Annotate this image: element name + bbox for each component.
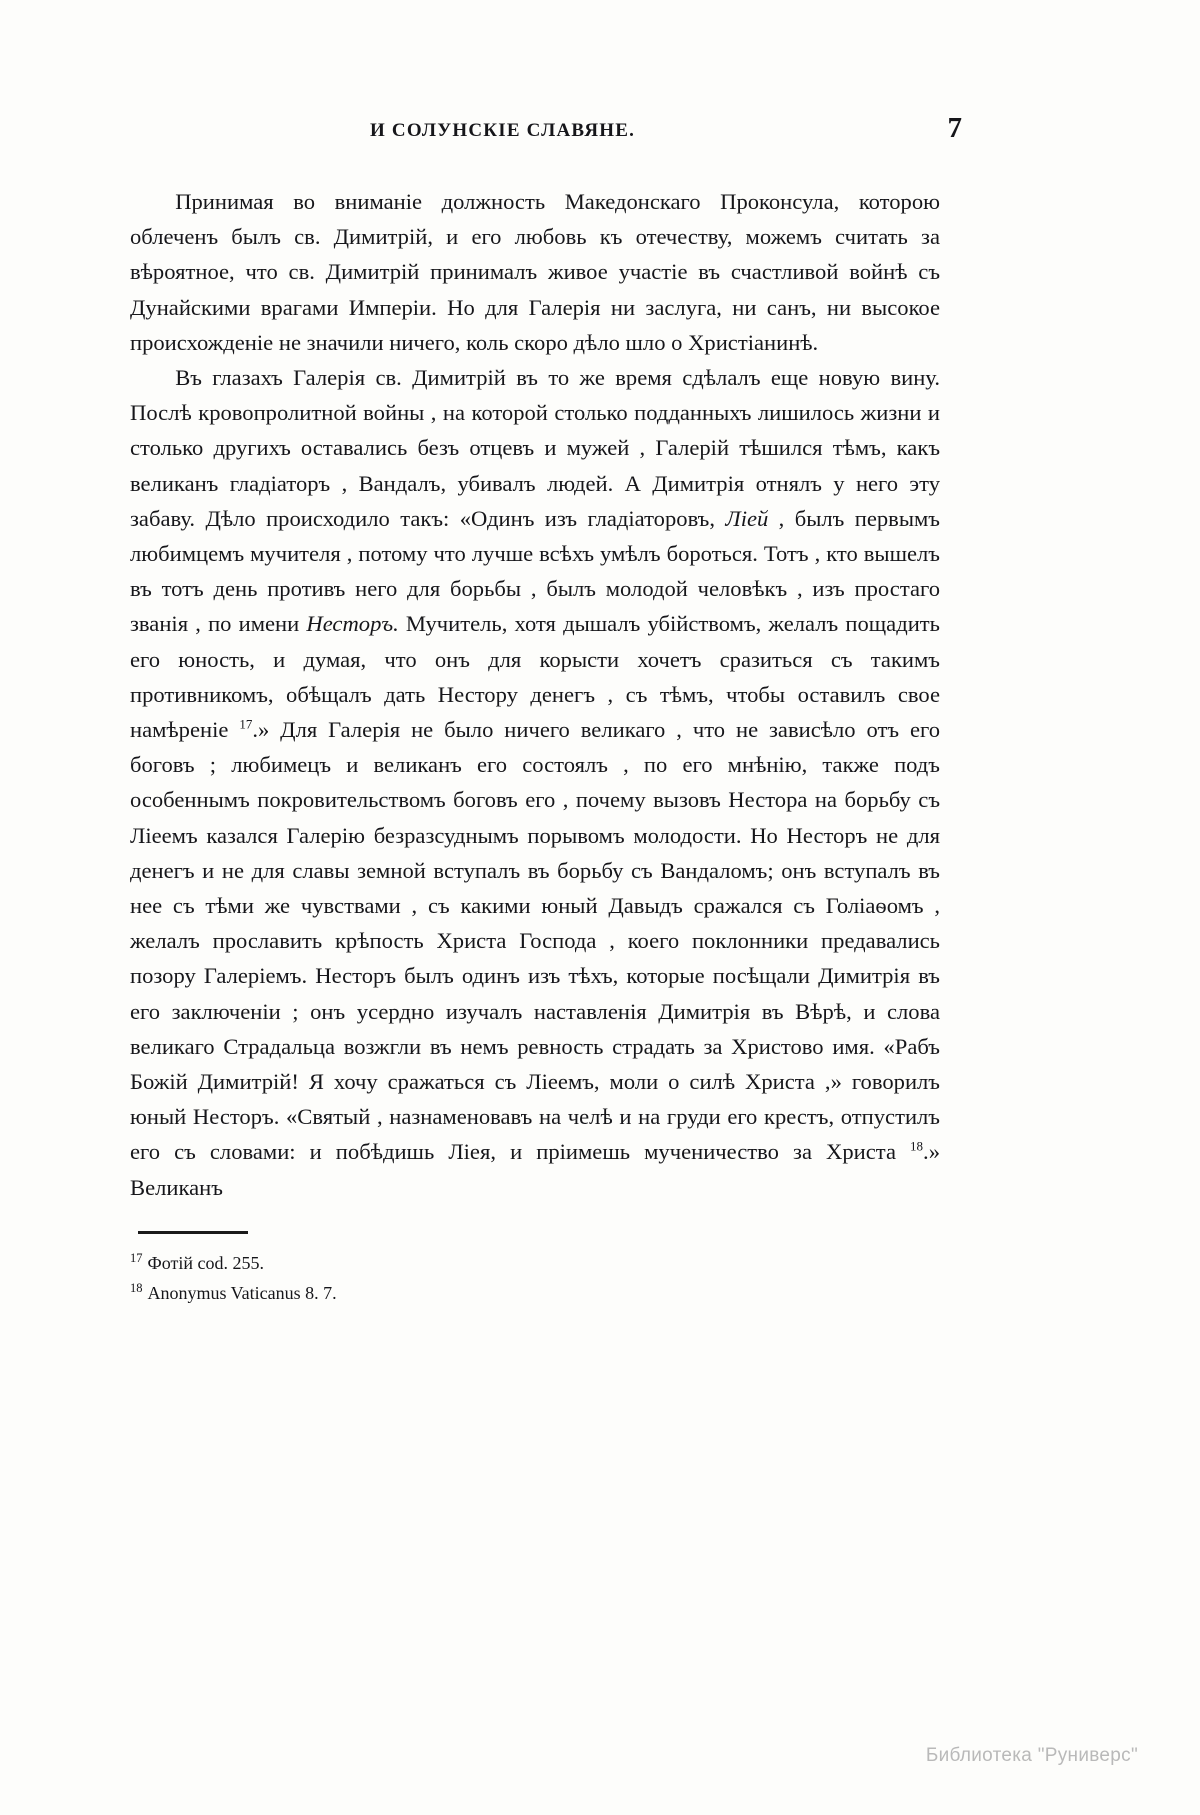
paragraph-2 [130, 360, 940, 1205]
running-head: И СОЛУНСКІЕ СЛАВЯНЕ. [370, 120, 636, 141]
footnote-marker: 18 [130, 1280, 143, 1295]
library-watermark: Библиотека "Руниверс" [925, 1745, 1138, 1766]
paragraph-1-text: Принимая во вниманіе должность Македонскаго Проконсула, которою облеченъ былъ св. Димитрій, и его любовь къ отечеству, можемъ считать за вѣроятное, что св. Димитрій принималъ живое участіе въ счастливой войнѣ съ Дунайскими врагами Имперіи. Но для Галерія ни заслуга, ни санъ, ни высокое происхожденіе не значили ничего, коль скоро дѣло шло о Христіанинѣ. [130, 189, 940, 355]
page-header [130, 112, 962, 160]
paragraph-2-part-2: , былъ первымъ любимцемъ мучителя , потому что лучше всѣхъ умѣлъ бороться. Тотъ , кто вышелъ въ тотъ день противъ него для борьбы , былъ молодой человѣкъ , изъ простаго званія , по имени [130, 505, 940, 637]
name-nestor: Несторъ. [306, 611, 399, 637]
footnote-marker: 17 [130, 1250, 143, 1265]
paragraph-2-part-5: .» Великанъ [130, 1139, 940, 1200]
body-text [130, 184, 940, 1205]
footnote-item [130, 1248, 940, 1278]
name-liey: Лieй [725, 505, 769, 531]
footnotes [130, 1248, 940, 1308]
page-number: 7 [947, 112, 962, 144]
footnote-item [130, 1278, 940, 1308]
footnote-text: Anonymus Vaticanus 8. 7. [147, 1282, 337, 1303]
footnote-divider [138, 1231, 248, 1234]
paragraph-2-part-4: .» Для Галерія не было ничего великаго , что не зависѣло отъ его боговъ ; любимецъ и великанъ его состоялъ , по его мнѣнію, также подъ особеннымъ покровительствомъ боговъ его , почему вызовъ Нестора на борьбу съ Лieeмъ казался Галерію безразсуднымъ порывомъ молодости. Но Несторъ не для денегъ и не для славы земной вступалъ въ борьбу съ Вандаломъ; онъ вступалъ въ нее съ тѣми же чувствами , съ какими юный Давыдъ сражался съ Голіаѳомъ , желалъ прославить крѣпость Христа Господа , коего поклонники предавались позору Галеріемъ. Несторъ былъ одинъ изъ тѣхъ, которые посѣщали Димитрія въ его заключеніи ; онъ усердно изучалъ наставленія Димитрія въ Вѣрѣ, и слова великаго Страдальца возжгли въ немъ ревность страдать за Христово имя. «Рабъ Божій Димитрій! Я хочу сражаться съ Лieeмъ, моли о силѣ Христа ,» говорилъ юный Несторъ. «Святый , назнаменовавъ на челѣ и на груди его крестъ, отпустилъ его съ словами: и побѣдишь Лieя, и пріимешь мученичество за Христа [130, 717, 940, 1165]
paragraph-2-part-3: Мучитель, хотя дышалъ убійствомъ, желалъ пощадить его юность, и думая, что онъ для корысти хочетъ сразиться съ такимъ противникомъ, обѣщалъ дать Нестору денегъ , съ тѣмъ, чтобы оставилъ свое намѣреніе [130, 611, 940, 743]
footnote-text: Фотій cod. 255. [147, 1252, 264, 1273]
footnote-ref-18: 18 [910, 1138, 924, 1154]
paragraph-1 [130, 184, 940, 360]
footnote-ref-17: 17 [239, 716, 253, 732]
page-content [130, 112, 962, 1308]
paragraph-2-part-1: Въ глазахъ Галерія св. Димитрій въ то же время сдѣлалъ еще новую вину. Послѣ кровопролитной войны , на которой столько подданныхъ лишилось жизни и столько другихъ оставались безъ отцевъ и мужей , Галерій тѣшился тѣмъ, какъ великанъ гладіаторъ , Вандалъ, убивалъ людей. А Димитрія отнялъ у него эту забаву. Дѣло происходило такъ: «Одинъ изъ гладіаторовъ, [130, 365, 940, 531]
